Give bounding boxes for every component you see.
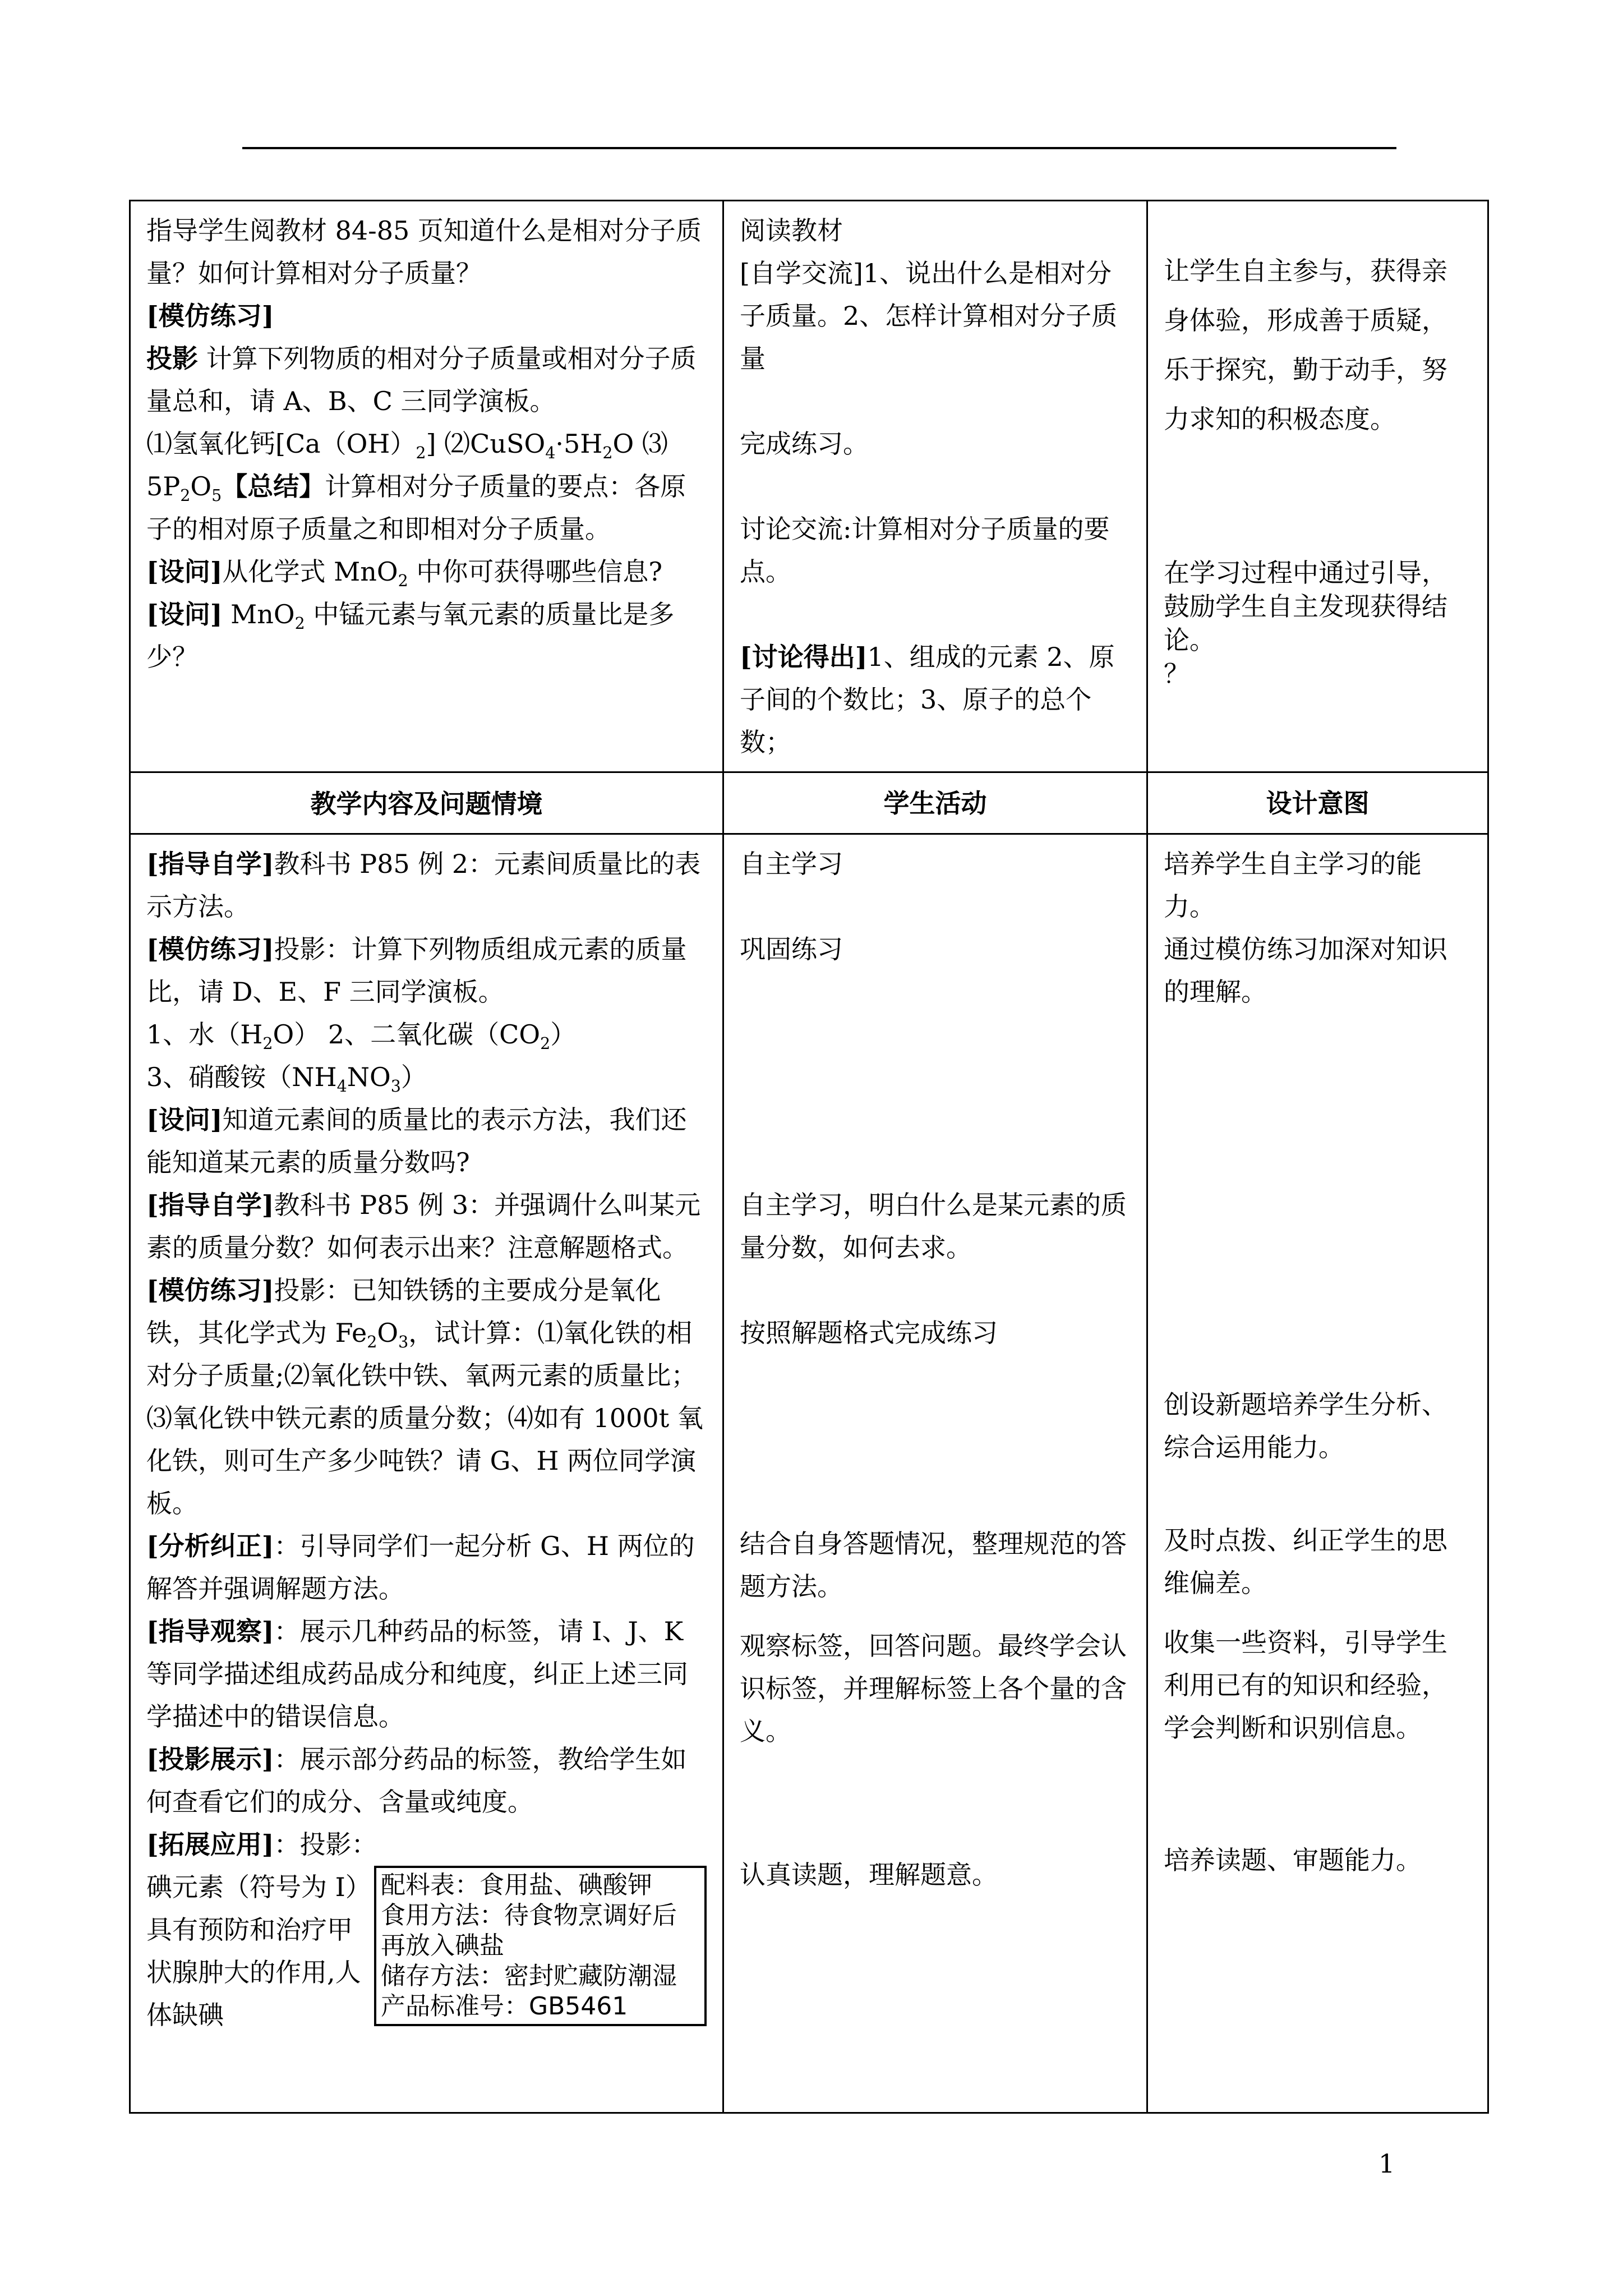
text-span: 教科书 P85 例 2：元素间质量比的表示方法。 <box>146 849 701 922</box>
label-projection-show: [投影展示] <box>146 1744 274 1774</box>
text-span: O ⑶ 5P <box>146 429 668 501</box>
formula-line <box>146 422 707 550</box>
label-question: [设问] <box>146 1105 223 1135</box>
subscript: 4 <box>336 1077 347 1096</box>
text-line: ？ <box>1164 659 1189 689</box>
subscript: 2 <box>262 1034 273 1053</box>
text-line: 自主学习，明白什么是某元素的质量分数，如何去求。 <box>740 1190 1127 1263</box>
text-line <box>740 636 1131 763</box>
text-span: 1、组成的元素 2、原子间的个数比；3、原子的总个数； <box>740 642 1115 757</box>
text-line: 创设新题培养学生分析、综合运用能力。 <box>1164 1389 1447 1462</box>
text-line <box>146 1823 707 1866</box>
text-span: 计算相对分子质量的要点：各原子的相对原子质量之和即相对分子质量。 <box>146 471 686 544</box>
label-imitation: [模仿练习] <box>146 934 274 964</box>
text-span: ：展示部分药品的标签，教给学生如何查看它们的成分、含量或纯度。 <box>146 1744 687 1817</box>
table-row-upper <box>130 201 1488 772</box>
text-line <box>146 593 707 678</box>
text-span: ·5H <box>555 429 603 459</box>
upper-content-cell <box>130 201 723 772</box>
upper-intent-cell <box>1147 201 1488 772</box>
subscript: 5 <box>211 486 222 505</box>
subscript: 3 <box>390 1077 401 1096</box>
text-span: 教科书 P85 例 3：并强调什么叫某元素的质量分数？如何表示出来？注意解题格式。 <box>146 1190 701 1263</box>
label-imitation: [模仿练习] <box>146 301 274 331</box>
label-imitation: [模仿练习] <box>146 1275 274 1305</box>
text-span: ] ⑵CuSO <box>426 429 546 459</box>
text-line: 在学习过程中通过引导，鼓励学生自主发现获得结论。 <box>1164 558 1447 655</box>
header-activity: 学生活动 <box>723 772 1147 834</box>
subscript: 3 <box>398 1333 409 1352</box>
text-span: NO <box>347 1062 391 1092</box>
text-span: ：投影： <box>274 1829 377 1860</box>
text-line: 阅读教材 <box>740 215 843 246</box>
text-line: 认真读题，理解题意。 <box>740 1860 998 1890</box>
text-line <box>146 550 707 593</box>
lesson-table <box>129 200 1489 2114</box>
text-line: 自主学习 <box>740 849 843 879</box>
header-intent: 设计意图 <box>1147 772 1488 834</box>
text-line: 让学生自主参与，获得亲身体验，形成善于质疑，乐于探究，勤于动手，努力求知的积极态度。 <box>1164 256 1447 434</box>
text-span: ⑴氢氧化钙[Ca（OH） <box>146 429 416 459</box>
subscript: 4 <box>545 444 556 463</box>
label-discussion: [讨论得出] <box>740 642 868 672</box>
subscript: 2 <box>398 572 408 591</box>
upper-activity-cell <box>723 201 1147 772</box>
text-span: 中锰元素与氧元素的质量比是多少？ <box>146 599 675 672</box>
text-line <box>146 1610 707 1738</box>
subscript: 2 <box>180 486 191 505</box>
text-span: MnO <box>222 599 295 629</box>
text-span: 知道元素间的质量比的表示方法，我们还能知道某元素的质量分数吗? <box>146 1105 687 1177</box>
label-analysis: [分析纠正] <box>146 1531 274 1561</box>
text-line <box>146 1525 707 1610</box>
text-line: 观察标签，回答问题。最终学会认识标签，并理解标签上各个量的含义。 <box>740 1631 1127 1746</box>
text-line <box>146 1184 707 1269</box>
page-number: 1 <box>1378 2148 1395 2179</box>
subscript: 2 <box>294 614 305 633</box>
header-rule <box>242 147 1396 149</box>
label-usage: 食用方法：待食物烹调好后再放入碘盐 <box>381 1901 677 1960</box>
text-span: ） <box>550 1019 577 1050</box>
subscript: 2 <box>602 444 613 463</box>
text-span: O <box>190 471 212 501</box>
text-span: 3、硝酸铵（NH <box>146 1062 337 1092</box>
text-line: 完成练习。 <box>740 429 869 459</box>
label-summary: 【总结】 <box>222 471 325 501</box>
text-line <box>146 1098 707 1184</box>
lower-activity-cell <box>723 834 1147 2113</box>
label-standard: 产品标准号：GB5461 <box>381 1992 628 2021</box>
text-line <box>146 843 707 928</box>
formula-line <box>146 1013 707 1056</box>
lower-content-cell <box>130 834 723 2113</box>
text-line: [自学交流]1、说出什么是相对分子质量。2、怎样计算相对分子质量 <box>740 258 1118 374</box>
text-span: O） 2、二氧化碳（CO <box>273 1019 541 1050</box>
text-line: 通过模仿练习加深对知识的理解。 <box>1164 934 1447 1007</box>
text-line: 结合自身答题情况，整理规范的答题方法。 <box>740 1529 1127 1602</box>
salt-label-box <box>374 1866 707 2026</box>
text-span: ：展示几种药品的标签，请 I、J、K 等同学描述组成药品成分和纯度，纠正上述三同学描述中的错误信息。 <box>146 1616 688 1732</box>
text-span: 中你可获得哪些信息? <box>408 556 663 587</box>
label-self-study: [指导自学] <box>146 849 274 879</box>
table-row-lower <box>130 834 1488 2113</box>
label-self-study: [指导自学] <box>146 1190 274 1220</box>
lower-intent-cell <box>1147 834 1488 2113</box>
text-line: 培养学生自主学习的能力。 <box>1164 849 1422 922</box>
subscript: 2 <box>540 1034 551 1053</box>
label-storage: 储存方法：密封贮藏防潮湿 <box>381 1962 677 1990</box>
text-line: 培养读题、审题能力。 <box>1164 1845 1422 1875</box>
text-line: 及时点拨、纠正学生的思维偏差。 <box>1164 1525 1447 1598</box>
label-observation: [指导观察] <box>146 1616 274 1646</box>
text-span: 计算下列物质的相对分子质量或相对分子质量总和，请 A、B、C 三同学演板。 <box>146 343 697 416</box>
text-line: 巩固练习 <box>740 934 843 964</box>
text-span: 投影：已知铁锈的主要成分是氧化铁，其化学式为 Fe <box>146 1275 661 1348</box>
text-line: 讨论交流:计算相对分子质量的要点。 <box>740 514 1110 587</box>
text-span: ，试计算：⑴氧化铁的相对分子质量;⑵氧化铁中铁、氧两元素的质量比；⑶氧化铁中铁元素的质量分数；⑷如有 1000t 氧化铁，则可生产多少吨铁？请 G、H 两位同学演板。 <box>146 1318 703 1519</box>
text-span: ：引导同学们一起分析 G、H 两位的解答并强调解题方法。 <box>146 1531 695 1604</box>
text-line <box>146 337 707 422</box>
subscript: 2 <box>416 444 426 463</box>
text-line <box>146 1738 707 1823</box>
text-span: 投影：计算下列物质组成元素的质量比，请 D、E、F 三同学演板。 <box>146 934 687 1007</box>
label-projection: 投影 <box>146 343 198 374</box>
header-content: 教学内容及问题情境 <box>130 772 723 834</box>
text-line <box>146 928 707 1013</box>
label-extension: [拓展应用] <box>146 1829 274 1860</box>
text-line <box>146 1269 707 1525</box>
text-span: 从化学式 MnO <box>222 556 398 587</box>
text-span: O <box>377 1318 399 1348</box>
label-ingredients: 配料表：食用盐、碘酸钾 <box>381 1871 652 1899</box>
formula-line <box>146 1056 707 1098</box>
text-span: 1、水（H <box>146 1019 263 1050</box>
table-header-row <box>130 772 1488 834</box>
text-line: 指导学生阅教材 84-85 页知道什么是相对分子质量？如何计算相对分子质量？ <box>146 215 702 288</box>
label-question: [设问] <box>146 599 223 629</box>
label-question: [设问] <box>146 556 223 587</box>
text-line: 按照解题格式完成练习 <box>740 1318 998 1348</box>
iodine-text: 碘元素（符号为 I）具有预防和治疗甲状腺肿大的作用,人体缺碘 <box>146 1872 361 2030</box>
iodine-problem <box>146 1866 707 2036</box>
text-line: 收集一些资料，引导学生利用已有的知识和经验，学会判断和识别信息。 <box>1164 1627 1447 1743</box>
text-span: ） <box>400 1062 427 1092</box>
subscript: 2 <box>367 1333 377 1352</box>
